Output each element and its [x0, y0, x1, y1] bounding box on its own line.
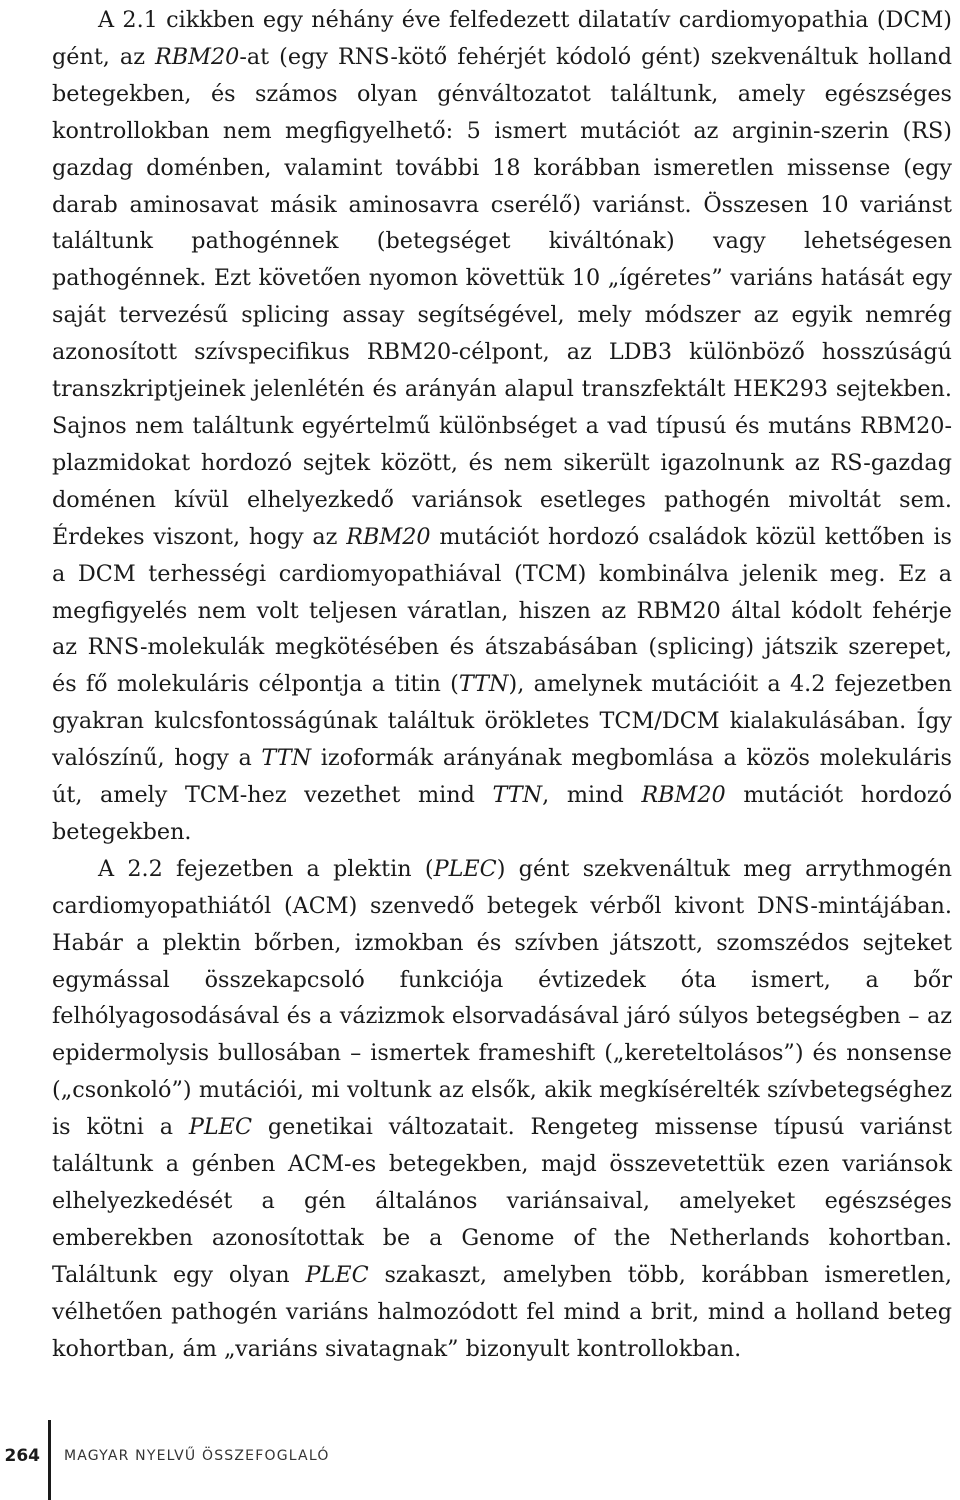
body-text	[52, 2, 952, 1368]
italic-term: PLEC	[305, 1261, 369, 1288]
text-run: -at (egy RNS-kötő fehérjét kódoló gént) szekvenáltuk holland betegekben, és számos olyan génváltozatot találtunk, amely egészséges kontrollokban nem megfigyelhető: 5 ismert mutációt az arginin-szerin (RS) gazdag doménben, valamint további 18 korábban ismeretlen missense (egy darab aminosavat másik aminosavra cserélő) variánst. Összesen 10 variánst találtunk pathogénnek (betegséget kiváltónak) vagy lehetségesen pathogénnek. Ezt követően nyomon követtük 10 „ígéretes” variáns hatását egy saját tervezésű splicing assay segítségével, mely módszer az egyik nemrég azonosított szívspecifikus RBM20-célpont, az LDB3 különböző hosszúságú transzkriptjeinek jelenlétén és arányán alapul transzfektált HEK293 sejtekben. Sajnos nem találtunk egyértelmű különbséget a vad típusú és mutáns RBM20-plazmidokat hordozó sejtek között, és nem sikerült igazolnunk az RS-gazdag doménen kívül elhelyezkedő variánsok esetleges pathogén mivoltát sem. Érdekes viszont, hogy az	[52, 43, 952, 550]
footer-divider	[48, 1420, 51, 1500]
page-footer	[0, 1420, 960, 1500]
paragraph	[52, 851, 952, 1368]
paragraph	[52, 2, 952, 851]
page-number: 264	[4, 1446, 40, 1466]
text-run: ), amelynek mutációit a 4.2 fejezetben gyakran kulcsfontosságúnak találtuk örökletes TCM/DCM kialakulásában. Így valószínű, hogy a	[52, 671, 952, 772]
text-run: genetikai változatait. Rengeteg missense típusú variánst találtunk a génben ACM-es betegekben, majd összevetettük ezen variánsok elhelyezkedését a gén általános variánsaival, amelyeket egészséges emberekben azonosítottak be a Genome of the Netherlands kohortban. Találtunk egy olyan	[52, 1114, 952, 1288]
italic-term: TTN	[458, 671, 509, 698]
text-run: mutációt hordozó betegekben.	[52, 782, 953, 845]
text-run: A 2.2 fejezetben a plektin (	[98, 855, 434, 882]
italic-term: PLEC	[188, 1114, 253, 1141]
running-footer-title: MAGYAR NYELVŰ ÖSSZEFOGLALÓ	[64, 1448, 330, 1464]
italic-term: PLEC	[433, 855, 497, 882]
italic-term: RBM20	[346, 523, 431, 550]
italic-term: RBM20	[154, 43, 240, 70]
text-run: A 2.1 cikkben egy néhány éve felfedezett dilatatív cardiomyopathia (DCM) gént, az	[52, 7, 952, 70]
text-run: mutációt hordozó családok közül kettőben is a DCM terhességi cardiomyopathiával (TCM) kombinálva jelenik meg. Ez a megfigyelés nem volt teljesen váratlan, hiszen az RBM20 által kódolt fehérje az RNS-molekulák megkötésében és átszabásában (splicing) játszik szerepet, és fő molekuláris célpontja a titin (	[52, 523, 952, 698]
italic-term: TTN	[261, 745, 312, 772]
italic-term: TTN	[492, 782, 543, 809]
text-run: , mind	[542, 782, 642, 809]
italic-term: RBM20	[641, 782, 726, 809]
text-run: szakaszt, amelyben több, korábban ismeretlen, vélhetően pathogén variáns halmozódott fel mind a brit, mind a holland beteg kohortban, ám „variáns sivatagnak” bizonyult kontrollokban.	[52, 1261, 952, 1362]
text-run: izoformák arányának megbomlása a közös molekuláris út, amely TCM-hez vezethet mind	[52, 745, 952, 809]
text-run: ) gént szekvenáltuk meg arrythmogén cardiomyopathiától (ACM) szenvedő betegek vérből kivont DNS-mintájában. Habár a plektin bőrben, izmokban és szívben játszott, szomszédos sejteket egymással összekapcsoló funkciója évtizedek óta ismert, a bőr felhólyagosodásával és a vázizmok elsorvadásával járó súlyos betegségben – az epidermolysis bullosában – ismertek frameshift („kereteltolásos”) és nonsense („csonkoló”) mutációi, mi voltunk az elsők, akik megkísérelték szívbetegséghez is kötni a	[52, 855, 952, 1141]
